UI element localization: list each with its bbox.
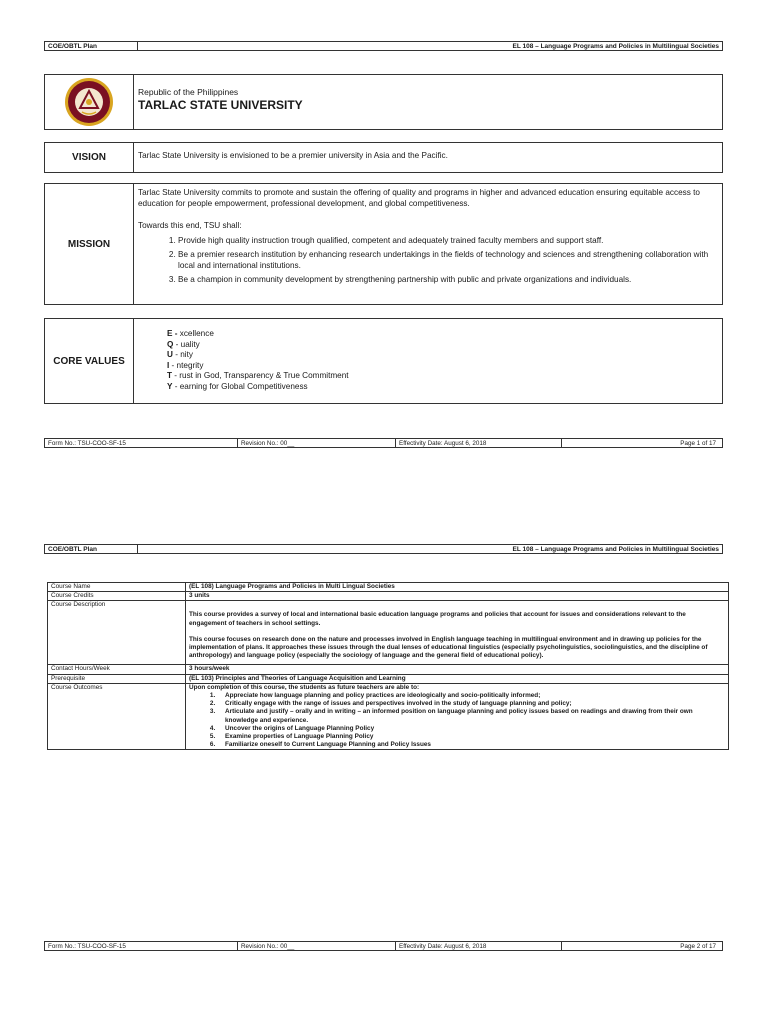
mission-content — [134, 184, 722, 304]
prerequisite-label: Prerequisite — [48, 674, 186, 683]
course-description-label: Course Description — [48, 601, 186, 665]
core-values-list — [134, 319, 722, 403]
course-outcomes-label: Course Outcomes — [48, 683, 186, 750]
table-row — [48, 601, 729, 665]
core-value-letter: E - — [167, 329, 178, 338]
core-value-item — [167, 382, 718, 393]
mission-intro: Tarlac State University commits to promote and sustain the offering of quality and programs in higher and advanced education ensuring equitable access to education for people empowerment, professional development, and global competitiveness. — [138, 188, 700, 208]
university-seal-icon — [64, 77, 114, 127]
mission-label: MISSION — [45, 184, 134, 304]
table-row — [48, 665, 729, 674]
contact-hours-label: Contact Hours/Week — [48, 665, 186, 674]
course-name-value: (EL 108) Language Programs and Policies in Multi Lingual Societies — [186, 583, 729, 592]
core-value-item — [167, 329, 718, 340]
page2-header — [44, 544, 723, 554]
core-values-box — [44, 318, 723, 404]
outcomes-intro: Upon completion of this course, the students as future teachers are able to: — [189, 683, 420, 691]
core-value-text: - rust in God, Transparency & True Commitment — [172, 371, 349, 380]
course-info-table — [47, 582, 729, 750]
outcome-item: 4. Uncover the origins of Language Planning Policy — [217, 725, 725, 733]
outcome-item: 5. Examine properties of Language Planning Policy — [217, 733, 725, 741]
table-row — [48, 674, 729, 683]
core-value-text: - earning for Global Competitiveness — [172, 381, 308, 391]
logo-cell — [45, 75, 134, 129]
core-value-letter: I — [167, 360, 170, 370]
institution-box — [44, 74, 723, 130]
table-row — [48, 592, 729, 601]
course-info-table-wrap — [47, 582, 729, 750]
core-value-letter: Y — [167, 381, 173, 391]
university-name: TARLAC STATE UNIVERSITY — [138, 97, 303, 112]
core-value-item — [167, 361, 718, 372]
footer-effectivity: Effectivity Date: August 6, 2018 — [396, 942, 562, 950]
course-description-value — [186, 601, 729, 665]
core-values-label: CORE VALUES — [45, 319, 134, 403]
footer-revision: Revision No.: 00__ — [238, 942, 396, 950]
outcome-item: 2. Critically engage with the range of issues and perspectives involved in the study of language planning and policy; — [217, 700, 725, 708]
outcome-item: 1. Appreciate how language planning and policy practices are ideologically and socio-politically informed; — [217, 692, 725, 700]
course-credits-value: 3 units — [186, 592, 729, 601]
mission-list — [138, 236, 718, 286]
mission-item: 2. Be a premier research institution by enhancing research undertakings in the fields of technology and sciences and strengthening collaboration with local and international institutions. — [178, 250, 718, 271]
prerequisite-value: (EL 103) Principles and Theories of Language Acquisition and Learning — [186, 674, 729, 683]
core-value-text: - uality — [173, 339, 200, 349]
core-value-item — [167, 350, 718, 361]
core-value-letter: Q — [167, 339, 174, 349]
page1-header — [44, 41, 723, 51]
footer-form-number: Form No.: TSU-COO-SF-15 — [45, 942, 238, 950]
outcome-item: 6. Familiarize oneself to Current Language Planning and Policy Issues — [217, 741, 725, 749]
table-row — [48, 583, 729, 592]
header-course-title: EL 108 – Language Programs and Policies in Multilingual Societies — [512, 43, 719, 50]
description-paragraph: This course provides a survey of local and international basic education language programs and policies that account for issues and considerations relevant to the engagement of teachers in school settings. — [189, 611, 686, 627]
mission-item: 3. Be a champion in community development by strengthening partnership with public and private organizations and individuals. — [178, 275, 718, 286]
vision-text: Tarlac State University is envisioned to be a premier university in Asia and the Pacific. — [138, 151, 448, 160]
institution-text — [134, 75, 722, 129]
core-value-letter: U — [167, 350, 173, 359]
course-outcomes-value — [186, 683, 729, 750]
core-value-item — [167, 340, 718, 351]
footer-form-number: Form No.: TSU-COO-SF-15 — [45, 439, 238, 447]
page2-footer — [44, 941, 723, 951]
core-value-text: - ntegrity — [169, 360, 204, 370]
country-label: Republic of the Philippines — [138, 87, 239, 97]
description-paragraph: This course focuses on research done on the nature and processes involved in English language teaching in multilingual environment and in drawing up policies for the implementation of plans. It approaches these issues through the dual lenses of educational linguistics (especially psycholinguistics, sociolinguistics, and the discipline of anthropology) and language policy (especially the sociology of language and the general field of educational policy). — [189, 635, 708, 660]
mission-towards: Towards this end, TSU shall: — [138, 221, 242, 230]
header-plan-label: COE/OBTL Plan — [45, 545, 138, 553]
core-value-item — [167, 371, 718, 382]
outcome-item: 3. Articulate and justify – orally and in writing – an informed position on language planning and policy issues based on readings and drawing from their own knowledge and experience. — [217, 708, 725, 724]
footer-page-number: Page 1 of 17 — [680, 440, 716, 447]
header-plan-label: COE/OBTL Plan — [45, 42, 138, 50]
footer-revision: Revision No.: 00__ — [238, 439, 396, 447]
outcomes-list — [189, 692, 725, 749]
mission-item: 1. Provide high quality instruction trough qualified, competent and adequately trained faculty members and support staff. — [178, 236, 718, 247]
footer-effectivity: Effectivity Date: August 6, 2018 — [396, 439, 562, 447]
table-row — [48, 683, 729, 750]
core-value-text: xcellence — [177, 329, 214, 338]
vision-label: VISION — [45, 143, 134, 172]
page1-footer — [44, 438, 723, 448]
course-credits-label: Course Credits — [48, 592, 186, 601]
contact-hours-value: 3 hours/week — [186, 665, 729, 674]
core-value-text: - nity — [172, 350, 193, 359]
header-course-title: EL 108 – Language Programs and Policies in Multilingual Societies — [512, 546, 719, 553]
course-name-label: Course Name — [48, 583, 186, 592]
mission-box — [44, 183, 723, 305]
footer-page-number: Page 2 of 17 — [680, 943, 716, 950]
vision-box — [44, 142, 723, 173]
core-value-letter: T — [167, 371, 173, 380]
